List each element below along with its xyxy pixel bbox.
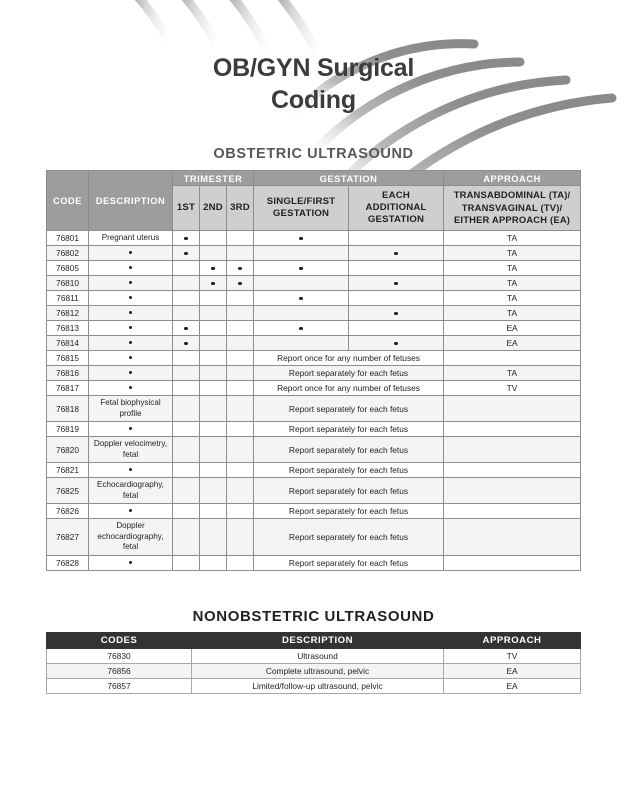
group-header-gestation: GESTATION: [254, 171, 444, 186]
cell-description: Doppler velocimetry, fetal: [89, 437, 173, 463]
nonobstetric-table-body: [47, 649, 581, 694]
cell-description: [89, 276, 173, 291]
cell-first-trimester: [173, 276, 200, 291]
checkmark-dot-icon: [129, 371, 132, 374]
cell-second-trimester: [200, 519, 227, 556]
cell-first-trimester: [173, 396, 200, 422]
cell-code: 76816: [47, 366, 89, 381]
cell-approach: TA: [444, 261, 581, 276]
table-row: [47, 306, 581, 321]
cell-code: 76820: [47, 437, 89, 463]
table-row: [47, 291, 581, 306]
cell-first-trimester: [173, 519, 200, 556]
checkmark-dot-icon: [394, 312, 397, 315]
cell-gestation-note: Report separately for each fetus: [254, 437, 444, 463]
checkmark-dot-icon: [129, 251, 132, 254]
cell-approach: TA: [444, 231, 581, 246]
checkmark-dot-icon: [129, 281, 132, 284]
cell-second-trimester: [200, 422, 227, 437]
column-header-first-trimester: 1ST: [173, 186, 200, 231]
cell-first-trimester: [173, 246, 200, 261]
title-line-2: Coding: [271, 86, 356, 114]
cell-third-trimester: [227, 261, 254, 276]
cell-description: Complete ultrasound, pelvic: [192, 664, 444, 679]
cell-code: 76813: [47, 321, 89, 336]
table-row: [47, 664, 581, 679]
table-row: [47, 504, 581, 519]
column-header-each-additional-gestation: EACH ADDITIONAL GESTATION: [349, 186, 444, 231]
cell-description: Ultrasound: [192, 649, 444, 664]
cell-first-trimester: [173, 336, 200, 351]
cell-gestation-note: Report separately for each fetus: [254, 504, 444, 519]
cell-gestation-note: Report separately for each fetus: [254, 478, 444, 504]
cell-second-trimester: [200, 366, 227, 381]
table-row: [47, 519, 581, 556]
cell-first-trimester: [173, 291, 200, 306]
nonobstetric-ultrasound-table: [46, 632, 581, 694]
cell-each-additional-gestation: [349, 231, 444, 246]
cell-description: [89, 336, 173, 351]
column-header-description: DESCRIPTION: [89, 171, 173, 231]
cell-first-trimester: [173, 321, 200, 336]
cell-description: [89, 504, 173, 519]
cell-third-trimester: [227, 381, 254, 396]
cell-gestation-note: Report separately for each fetus: [254, 422, 444, 437]
checkmark-dot-icon: [238, 267, 241, 270]
title-line-1: OB/GYN Surgical: [212, 54, 415, 82]
cell-code: 76819: [47, 422, 89, 437]
cell-first-trimester: [173, 306, 200, 321]
cell-code: 76830: [47, 649, 192, 664]
checkmark-dot-icon: [211, 267, 214, 270]
cell-code: 76857: [47, 679, 192, 694]
cell-gestation-note: Report separately for each fetus: [254, 366, 444, 381]
cell-gestation-note: Report separately for each fetus: [254, 463, 444, 478]
checkmark-dot-icon: [299, 297, 302, 300]
cell-approach: TA: [444, 246, 581, 261]
cell-code: 76812: [47, 306, 89, 321]
checkmark-dot-icon: [129, 561, 132, 564]
checkmark-dot-icon: [129, 266, 132, 269]
cell-code: 76811: [47, 291, 89, 306]
cell-description: [89, 321, 173, 336]
cell-third-trimester: [227, 478, 254, 504]
checkmark-dot-icon: [299, 327, 302, 330]
cell-first-trimester: [173, 504, 200, 519]
cell-second-trimester: [200, 306, 227, 321]
cell-single-first-gestation: [254, 321, 349, 336]
cell-description: [89, 261, 173, 276]
column-header-nonob-approach: APPROACH: [444, 633, 581, 649]
table-row: [47, 261, 581, 276]
cell-third-trimester: [227, 351, 254, 366]
table-row: [47, 321, 581, 336]
column-header-nonob-description: DESCRIPTION: [192, 633, 444, 649]
cell-code: 76828: [47, 556, 89, 571]
cell-second-trimester: [200, 463, 227, 478]
checkmark-dot-icon: [184, 327, 187, 330]
cell-gestation-note: Report once for any number of fetuses: [254, 351, 444, 366]
cell-third-trimester: [227, 463, 254, 478]
nonobstetric-header-row: [47, 633, 581, 649]
cell-second-trimester: [200, 556, 227, 571]
cell-code: 76826: [47, 504, 89, 519]
table-row: [47, 478, 581, 504]
table-row: [47, 381, 581, 396]
cell-second-trimester: [200, 504, 227, 519]
cell-description: [89, 422, 173, 437]
cell-code: 76825: [47, 478, 89, 504]
cell-approach: [444, 396, 581, 422]
cell-third-trimester: [227, 276, 254, 291]
cell-second-trimester: [200, 396, 227, 422]
cell-third-trimester: [227, 396, 254, 422]
cell-each-additional-gestation: [349, 306, 444, 321]
checkmark-dot-icon: [129, 386, 132, 389]
cell-description: [89, 306, 173, 321]
column-header-second-trimester: 2ND: [200, 186, 227, 231]
cell-approach: EA: [444, 679, 581, 694]
cell-code: 76810: [47, 276, 89, 291]
table-row: [47, 276, 581, 291]
column-header-third-trimester: 3RD: [227, 186, 254, 231]
cell-approach: TA: [444, 366, 581, 381]
table-row: [47, 422, 581, 437]
cell-approach: EA: [444, 336, 581, 351]
nonobstetric-section-heading: NONOBSTETRIC ULTRASOUND: [192, 608, 435, 625]
table-row: [47, 366, 581, 381]
cell-third-trimester: [227, 291, 254, 306]
cell-each-additional-gestation: [349, 336, 444, 351]
cell-gestation-note: Report separately for each fetus: [254, 396, 444, 422]
cell-approach: [444, 478, 581, 504]
cell-single-first-gestation: [254, 246, 349, 261]
group-header-row: [47, 171, 581, 186]
cell-description: Doppler echocardiography, fetal: [89, 519, 173, 556]
cell-second-trimester: [200, 321, 227, 336]
cell-code: 76856: [47, 664, 192, 679]
cell-first-trimester: [173, 231, 200, 246]
cell-first-trimester: [173, 437, 200, 463]
cell-single-first-gestation: [254, 336, 349, 351]
cell-third-trimester: [227, 321, 254, 336]
table-row: [47, 679, 581, 694]
cell-approach: [444, 437, 581, 463]
checkmark-dot-icon: [238, 282, 241, 285]
checkmark-dot-icon: [129, 427, 132, 430]
checkmark-dot-icon: [129, 311, 132, 314]
cell-third-trimester: [227, 366, 254, 381]
column-header-codes: CODES: [47, 633, 192, 649]
cell-third-trimester: [227, 231, 254, 246]
cell-second-trimester: [200, 381, 227, 396]
cell-description: Pregnant uterus: [89, 231, 173, 246]
cell-approach: TA: [444, 306, 581, 321]
obstetric-section-heading: OBSTETRIC ULTRASOUND: [213, 146, 414, 162]
checkmark-dot-icon: [129, 296, 132, 299]
cell-gestation-note: Report once for any number of fetuses: [254, 381, 444, 396]
checkmark-dot-icon: [394, 342, 397, 345]
column-header-code: CODE: [47, 171, 89, 231]
checkmark-dot-icon: [184, 252, 187, 255]
checkmark-dot-icon: [129, 468, 132, 471]
cell-second-trimester: [200, 437, 227, 463]
cell-code: 76821: [47, 463, 89, 478]
cell-approach: [444, 556, 581, 571]
nonobstetric-table-head: [47, 633, 581, 649]
cell-third-trimester: [227, 306, 254, 321]
cell-code: 76827: [47, 519, 89, 556]
cell-description: Limited/follow-up ultrasound, pelvic: [192, 679, 444, 694]
checkmark-dot-icon: [129, 341, 132, 344]
cell-first-trimester: [173, 422, 200, 437]
cell-second-trimester: [200, 478, 227, 504]
cell-third-trimester: [227, 519, 254, 556]
cell-single-first-gestation: [254, 291, 349, 306]
checkmark-dot-icon: [184, 342, 187, 345]
checkmark-dot-icon: [211, 282, 214, 285]
cell-single-first-gestation: [254, 276, 349, 291]
table-row: [47, 396, 581, 422]
cell-code: 76818: [47, 396, 89, 422]
table-head: [47, 171, 581, 231]
cell-first-trimester: [173, 556, 200, 571]
table-row: [47, 351, 581, 366]
cell-approach: TA: [444, 276, 581, 291]
checkmark-dot-icon: [129, 326, 132, 329]
cell-description: [89, 381, 173, 396]
cell-each-additional-gestation: [349, 291, 444, 306]
cell-code: 76805: [47, 261, 89, 276]
cell-approach: [444, 351, 581, 366]
checkmark-dot-icon: [299, 267, 302, 270]
cell-each-additional-gestation: [349, 321, 444, 336]
cell-gestation-note: Report separately for each fetus: [254, 519, 444, 556]
cell-approach: [444, 519, 581, 556]
cell-description: [89, 556, 173, 571]
cell-second-trimester: [200, 291, 227, 306]
checkmark-dot-icon: [394, 282, 397, 285]
table-body: [47, 231, 581, 571]
cell-approach: TV: [444, 649, 581, 664]
cell-first-trimester: [173, 366, 200, 381]
cell-second-trimester: [200, 336, 227, 351]
cell-approach: TV: [444, 381, 581, 396]
cell-code: 76817: [47, 381, 89, 396]
obstetric-ultrasound-table: [46, 170, 581, 571]
cell-approach: TA: [444, 291, 581, 306]
checkmark-dot-icon: [299, 237, 302, 240]
cell-first-trimester: [173, 261, 200, 276]
cell-first-trimester: [173, 478, 200, 504]
cell-second-trimester: [200, 261, 227, 276]
cell-third-trimester: [227, 504, 254, 519]
cell-single-first-gestation: [254, 261, 349, 276]
cell-third-trimester: [227, 246, 254, 261]
table-row: [47, 336, 581, 351]
cell-third-trimester: [227, 437, 254, 463]
table-row: [47, 649, 581, 664]
cell-third-trimester: [227, 336, 254, 351]
cell-description: [89, 463, 173, 478]
cell-single-first-gestation: [254, 306, 349, 321]
cell-description: [89, 246, 173, 261]
group-header-approach: APPROACH: [444, 171, 581, 186]
cell-second-trimester: [200, 351, 227, 366]
cell-approach: [444, 463, 581, 478]
cell-description: [89, 351, 173, 366]
page-title: [0, 52, 627, 116]
cell-description: [89, 366, 173, 381]
cell-first-trimester: [173, 351, 200, 366]
cell-approach: [444, 504, 581, 519]
checkmark-dot-icon: [184, 237, 187, 240]
cell-second-trimester: [200, 231, 227, 246]
table-row: [47, 246, 581, 261]
group-header-trimester: TRIMESTER: [173, 171, 254, 186]
cell-each-additional-gestation: [349, 246, 444, 261]
cell-code: 76815: [47, 351, 89, 366]
column-header-approach-detail: TRANSABDOMINAL (TA)/ TRANSVAGINAL (TV)/ EITHER APPROACH (EA): [444, 186, 581, 231]
cell-first-trimester: [173, 381, 200, 396]
cell-first-trimester: [173, 463, 200, 478]
cell-description: Echocardiography, fetal: [89, 478, 173, 504]
checkmark-dot-icon: [394, 252, 397, 255]
cell-code: 76801: [47, 231, 89, 246]
checkmark-dot-icon: [129, 356, 132, 359]
table-row: [47, 463, 581, 478]
cell-description: [89, 291, 173, 306]
cell-approach: [444, 422, 581, 437]
cell-third-trimester: [227, 422, 254, 437]
table-row: [47, 437, 581, 463]
column-header-single-first-gestation: SINGLE/FIRST GESTATION: [254, 186, 349, 231]
checkmark-dot-icon: [129, 509, 132, 512]
cell-description: Fetal biophysical profile: [89, 396, 173, 422]
table-row: [47, 556, 581, 571]
table-row: [47, 231, 581, 246]
cell-second-trimester: [200, 246, 227, 261]
cell-gestation-note: Report separately for each fetus: [254, 556, 444, 571]
cell-each-additional-gestation: [349, 261, 444, 276]
cell-code: 76802: [47, 246, 89, 261]
cell-second-trimester: [200, 276, 227, 291]
cell-each-additional-gestation: [349, 276, 444, 291]
cell-single-first-gestation: [254, 231, 349, 246]
cell-code: 76814: [47, 336, 89, 351]
cell-third-trimester: [227, 556, 254, 571]
cell-approach: EA: [444, 321, 581, 336]
cell-approach: EA: [444, 664, 581, 679]
